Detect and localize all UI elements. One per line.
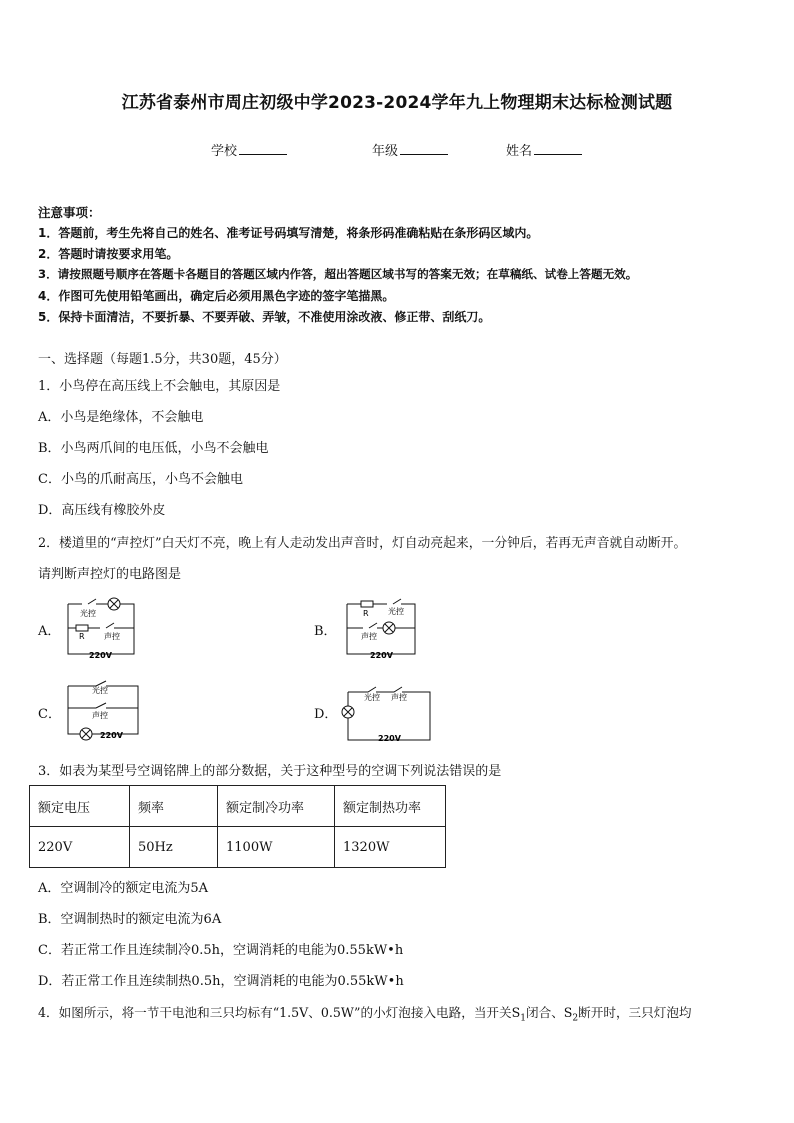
grade-label: 年级 [372,144,399,159]
grade-field [372,140,448,159]
sound-control-label: 声控 [92,711,108,720]
spec-table [29,785,446,868]
q3-option-b[interactable]: B．空调制热时的额定电流为6A [38,912,222,927]
school-blank[interactable] [239,142,287,155]
table-cell: 1320W [335,827,446,868]
q2-option-b-label[interactable]: B． [314,624,337,639]
table-header-cell: 额定制热功率 [335,786,446,827]
q2-option-a-label[interactable]: A． [38,624,61,639]
q3-stem: 3．如表为某型号空调铭牌上的部分数据，关于这种型号的空调下列说法错误的是 [38,764,502,779]
q2-option-d-label[interactable]: D． [314,707,338,722]
name-label: 姓名 [506,144,533,159]
q3-option-c[interactable]: C．若正常工作且连续制冷0.5h，空调消耗的电能为0.55kW•h [38,943,404,958]
note-item: 4．作图可先使用铅笔画出，确定后必须用黑色字迹的签字笔描黑。 [38,289,395,303]
note-item: 1．答题前，考生先将自己的姓名、准考证号码填写清楚，将条形码准确粘贴在条形码区域内。 [38,226,539,240]
q4-stem [38,1002,692,1024]
table-cell: 220V [30,827,130,868]
note-item: 5．保持卡面清洁，不要折暴、不要弄破、弄皱，不准使用涂改液、修正带、刮纸刀。 [38,310,491,324]
light-control-label: 光控 [92,686,108,695]
table-row [30,786,446,827]
light-control-label: 光控 [364,693,380,702]
q1-option-a[interactable]: A．小鸟是绝缘体，不会触电 [38,410,204,425]
table-row [30,827,446,868]
table-header-cell: 额定电压 [30,786,130,827]
q4-subscript: 2 [572,1013,579,1024]
q1-option-d[interactable]: D．高压线有橡胶外皮 [38,503,166,518]
circuit-diagram-d [336,682,436,746]
voltage-label: 220V [100,731,123,740]
q4-stem-part: 闭合、S [526,1005,573,1020]
q4-subscript: 1 [520,1013,526,1024]
voltage-label: 220V [370,651,393,660]
voltage-label: 220V [378,734,401,743]
sound-control-label: 声控 [104,632,120,641]
q2-stem-line2: 请判断声控灯的电路图是 [38,567,182,582]
school-field [211,140,287,159]
resistor-label: R [363,609,369,618]
section-title: 一、选择题（每题1.5分，共30题，45分） [38,352,287,367]
note-item: 2．答题时请按要求用笔。 [38,247,179,261]
circuit-diagram-a [62,596,142,660]
light-control-label: 光控 [388,607,404,616]
light-control-label: 光控 [80,609,96,618]
q1-stem: 1．小鸟停在高压线上不会触电，其原因是 [38,379,281,394]
q2-stem-line1: 2．楼道里的“声控灯”白天灯不亮，晚上有人走动发出声音时，灯自动亮起来，一分钟后，若再无声音就自动断开。 [38,536,687,551]
name-blank[interactable] [534,142,582,155]
sound-control-label: 声控 [391,693,407,702]
school-label: 学校 [211,144,238,159]
q1-option-b[interactable]: B．小鸟两爪间的电压低，小鸟不会触电 [38,441,269,456]
q1-option-c[interactable]: C．小鸟的爪耐高压，小鸟不会触电 [38,472,243,487]
note-item: 3．请按照题号顺序在答题卡各题目的答题区域内作答，超出答题区域书写的答案无效；在草稿纸、试卷上答题无效。 [38,267,638,281]
table-header-cell: 频率 [130,786,218,827]
sound-control-label: 声控 [361,632,377,641]
table-header-cell: 额定制冷功率 [218,786,335,827]
circuit-diagram-c [62,678,146,744]
grade-blank[interactable] [400,142,448,155]
circuit-diagram-b [343,596,423,660]
q4-stem-part: 断开时，三只灯泡均 [578,1005,692,1020]
name-field [506,140,582,159]
resistor-label: R [79,632,85,641]
q3-option-a[interactable]: A．空调制冷的额定电流为5A [38,881,209,896]
voltage-label: 220V [89,651,112,660]
q2-option-c-label[interactable]: C． [38,707,61,722]
page-title: 江苏省泰州市周庄初级中学2023-2024学年九上物理期末达标检测试题 [121,93,673,113]
notes-heading: 注意事项： [38,205,101,220]
q3-option-d[interactable]: D．若正常工作且连续制热0.5h，空调消耗的电能为0.55kW•h [38,974,404,989]
table-cell: 50Hz [130,827,218,868]
q4-stem-part: 4．如图所示，将一节干电池和三只均标有“1.5V、0.5W”的小灯泡接入电路，当开关S [38,1005,521,1020]
table-cell: 1100W [218,827,335,868]
